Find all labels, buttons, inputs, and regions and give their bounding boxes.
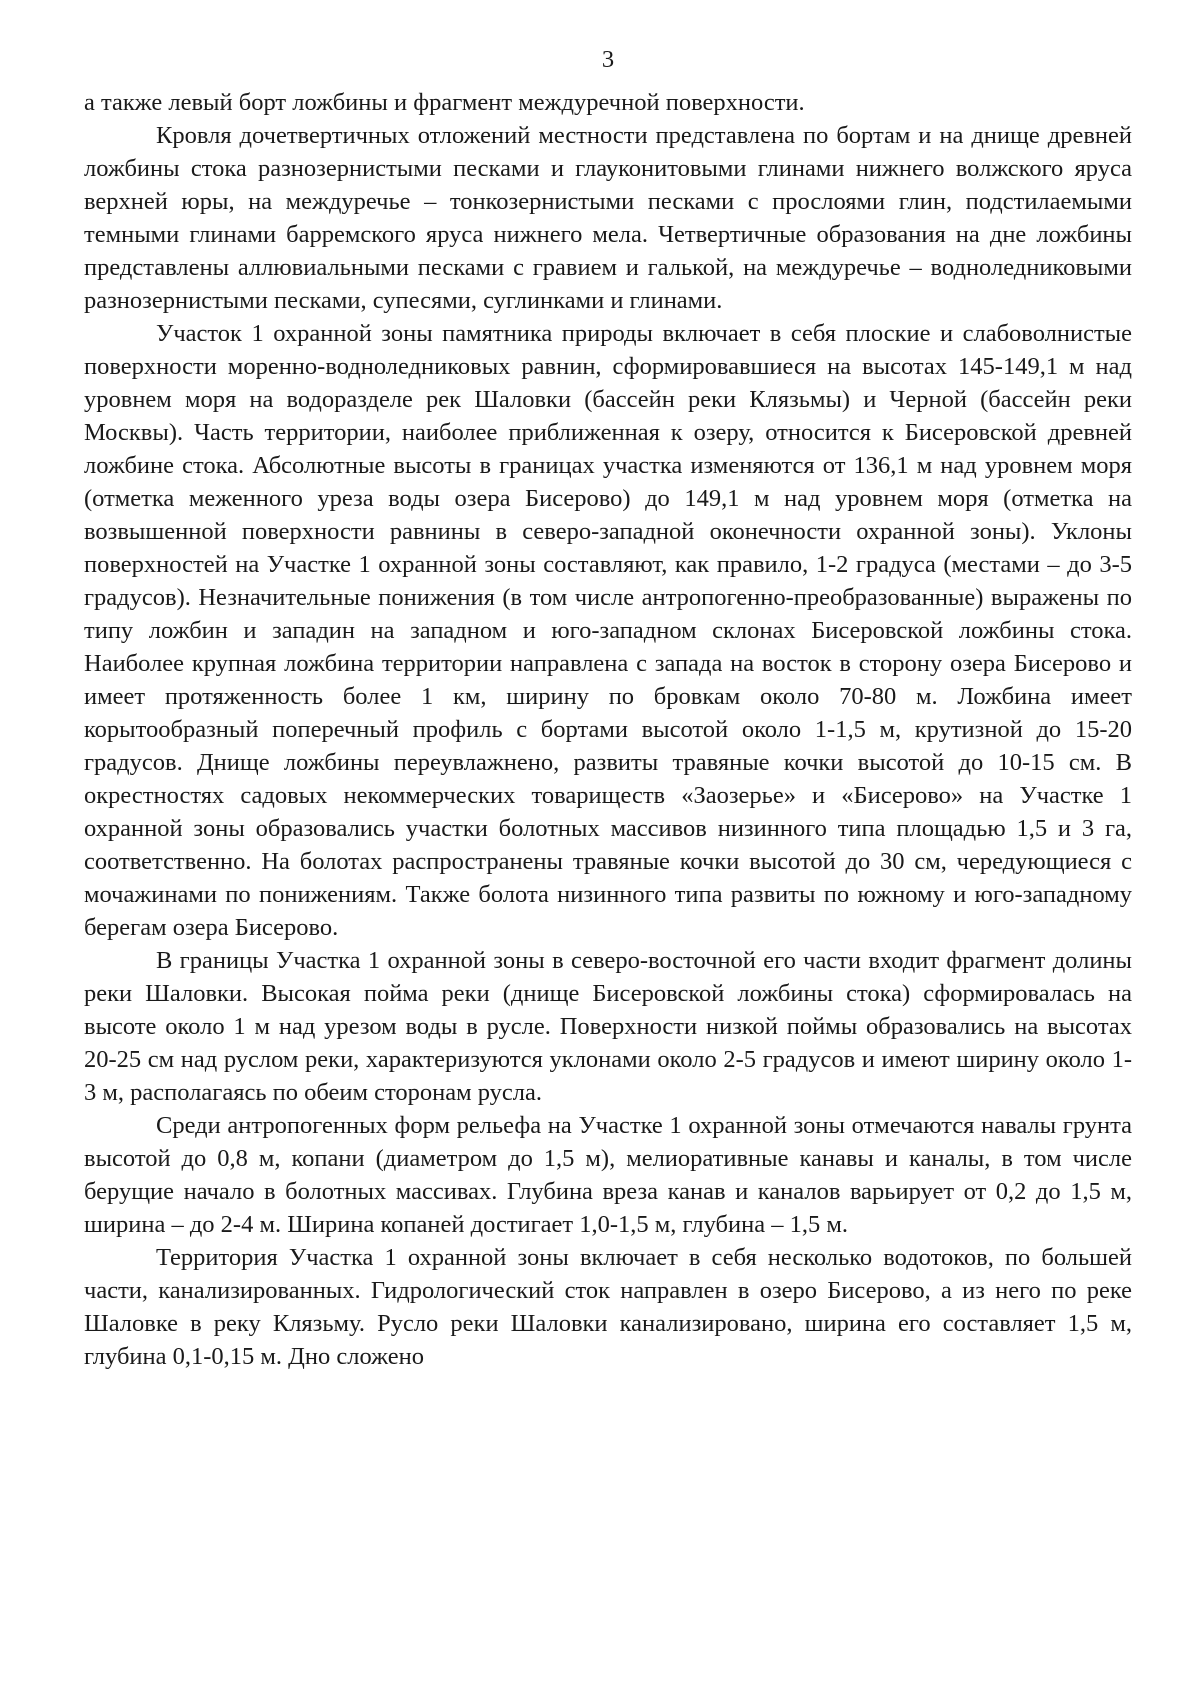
paragraph-hydrology: Территория Участка 1 охранной зоны включает в себя несколько водотоков, по большей части, канализированных. Гидрологический сток направлен в озеро Бисерово, а из него по реке Шаловке в реку Клязьму. Русло реки Шаловки канализировано, ширина его составляет 1,5 м, глубина 0,1-0,15 м. Дно сложено (84, 1244, 1132, 1370)
paragraph-continuation: а также левый борт ложбины и фрагмент междуречной поверхности. (84, 89, 805, 116)
document-page (84, 40, 1132, 1373)
page-number: 3 (601, 46, 615, 73)
paragraph-anthropogenic: Среди антропогенных форм рельефа на Участке 1 охранной зоны отмечаются навалы грунта высотой до 0,8 м, копани (диаметром до 1,5 м), мелиоративные канавы и каналы, в том числе берущие начало в болотных массивах. Глубина вреза канав и каналов варьирует от 0,2 до 1,5 м, ширина – до 2-4 м. Ширина копаней достигает 1,0-1,5 м, глубина – 1,5 м. (84, 1112, 1132, 1238)
paragraph-bedrock: Кровля дочетвертичных отложений местности представлена по бортам и на днище древней ложбины стока разнозернистыми песками и глауконитовыми глинами нижнего волжского яруса верхней юры, на междуречье – тонкозернистыми песками с прослоями глин, подстилаемыми темными глинами барремского яруса нижнего мела. Четвертичные образования на дне ложбины представлены аллювиальными песками с гравием и галькой, на междуречье – водноледниковыми разнозернистыми песками, супесями, суглинками и глинами. (84, 122, 1132, 314)
paragraph-floodplain: В границы Участка 1 охранной зоны в северо-восточной его части входит фрагмент долины реки Шаловки. Высокая пойма реки (днище Бисеровской ложбины стока) сформировалась на высоте около 1 м над урезом воды в русле. Поверхности низкой поймы образовались на высотах 20-25 см над руслом реки, характеризуются уклонами около 2-5 градусов и имеют ширину около 1-3 м, располагаясь по обеим сторонам русла. (84, 947, 1132, 1106)
paragraph-relief: Участок 1 охранной зоны памятника природы включает в себя плоские и слабоволнистые поверхности моренно-водноледниковых равнин, сформировавшиеся на высотах 145-149,1 м над уровнем моря на водоразделе рек Шаловки (бассейн реки Клязьмы) и Черной (бассейн реки Москвы). Часть территории, наиболее приближенная к озеру, относится к Бисеровской древней ложбине стока. Абсолютные высоты в границах участка изменяются от 136,1 м над уровнем моря (отметка меженного уреза воды озера Бисерово) до 149,1 м над уровнем моря (отметка на возвышенной поверхности равнины в северо-западной оконечности охранной зоны). Уклоны поверхностей на Участке 1 охранной зоны составляют, как правило, 1-2 градуса (местами – до 3-5 градусов). Незначительные понижения (в том числе антропогенно-преобразованные) выражены по типу ложбин и западин на западном и юго-западном склонах Бисеровской ложбины стока. Наиболее крупная ложбина территории направлена с запада на восток в сторону озера Бисерово и имеет протяженность более 1 км, ширину по бровкам около 70-80 м. Ложбина имеет корытообразный поперечный профиль с бортами высотой около 1-1,5 м, крутизной до 15-20 градусов. Днище ложбины переувлажнено, развиты травяные кочки высотой до 10-15 см. В окрестностях садовых некоммерческих товариществ «Заозерье» и «Бисерово» на Участке 1 охранной зоны образовались участки болотных массивов низинного типа площадью 1,5 и 3 га, соответственно. На болотах распространены травяные кочки высотой до 30 см, чередующиеся с мочажинами по понижениям. Также болота низинного типа развиты по южному и юго-западному берегам озера Бисерово. (84, 320, 1132, 941)
